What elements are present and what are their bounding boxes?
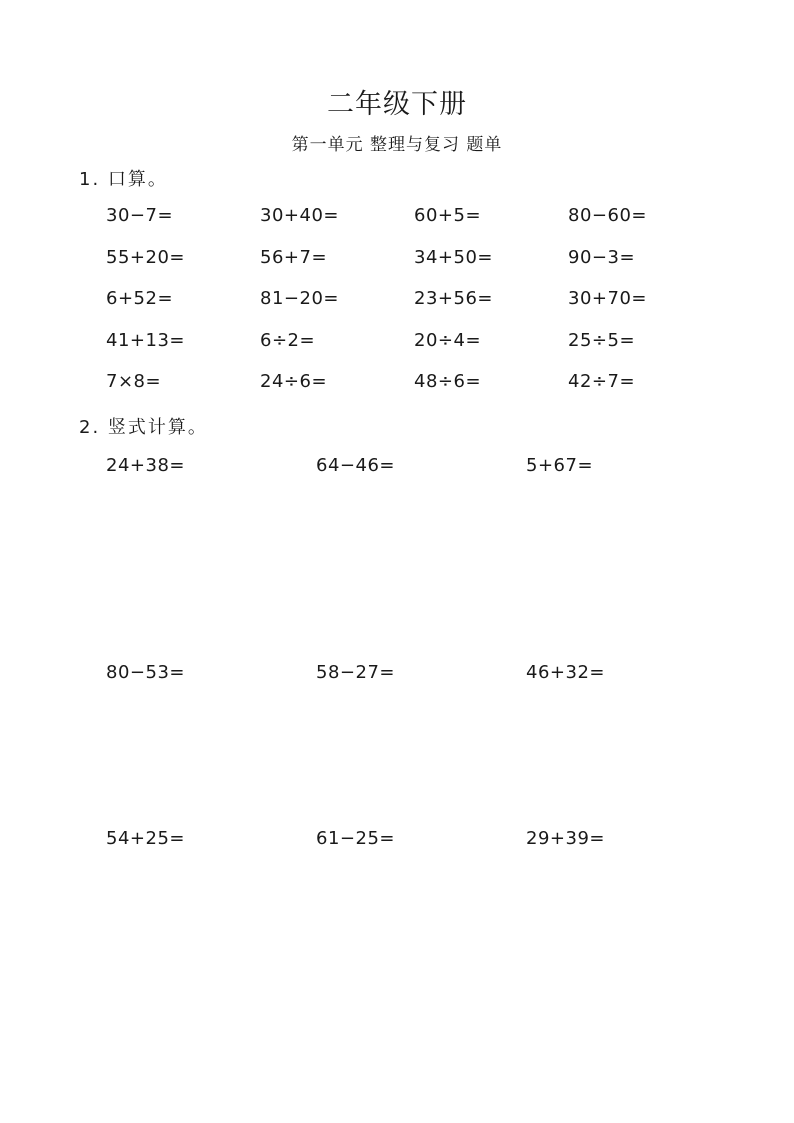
vertical-calculation-grid: [106, 455, 736, 994]
vertical-problem: 5+67=: [526, 455, 594, 476]
oral-problem: 7×8=: [106, 371, 162, 392]
oral-problem: 48÷6=: [414, 371, 482, 392]
oral-problem: 34+50=: [414, 246, 493, 268]
oral-problem: 60+5=: [414, 205, 482, 226]
oral-problem: 24÷6=: [260, 371, 328, 392]
oral-problem: 41+13=: [106, 329, 185, 351]
vertical-problem: 24+38=: [106, 455, 185, 476]
oral-problem: 6÷2=: [260, 329, 316, 351]
oral-problem: 25÷5=: [568, 329, 636, 351]
vertical-problem: 54+25=: [106, 828, 185, 849]
vertical-problem: 80−53=: [106, 662, 185, 683]
oral-problem: 80−60=: [568, 205, 647, 226]
section-heading-oral: 1. 口算。: [79, 169, 168, 190]
vertical-problem: 46+32=: [526, 662, 605, 683]
vertical-problem: 64−46=: [316, 455, 395, 476]
oral-calculation-grid: [106, 205, 722, 413]
oral-problem: 81−20=: [260, 288, 339, 309]
section-heading-vertical: 2. 竖式计算。: [79, 417, 208, 438]
oral-problem: 56+7=: [260, 246, 328, 268]
vertical-problem: 29+39=: [526, 828, 605, 849]
oral-problem: 6+52=: [106, 288, 174, 309]
oral-problem: 42÷7=: [568, 371, 636, 392]
vertical-problem: 58−27=: [316, 662, 395, 683]
oral-problem: 20÷4=: [414, 329, 482, 351]
oral-problem: 90−3=: [568, 246, 636, 268]
page-subtitle: 第一单元 整理与复习 题单: [291, 135, 503, 155]
oral-problem: 23+56=: [414, 288, 493, 309]
oral-problem: 30+40=: [260, 205, 339, 226]
oral-problem: 55+20=: [106, 246, 185, 268]
page-title: 二年级下册: [327, 89, 467, 120]
vertical-problem: 61−25=: [316, 828, 395, 849]
oral-problem: 30+70=: [568, 288, 647, 309]
oral-problem: 30−7=: [106, 205, 174, 226]
